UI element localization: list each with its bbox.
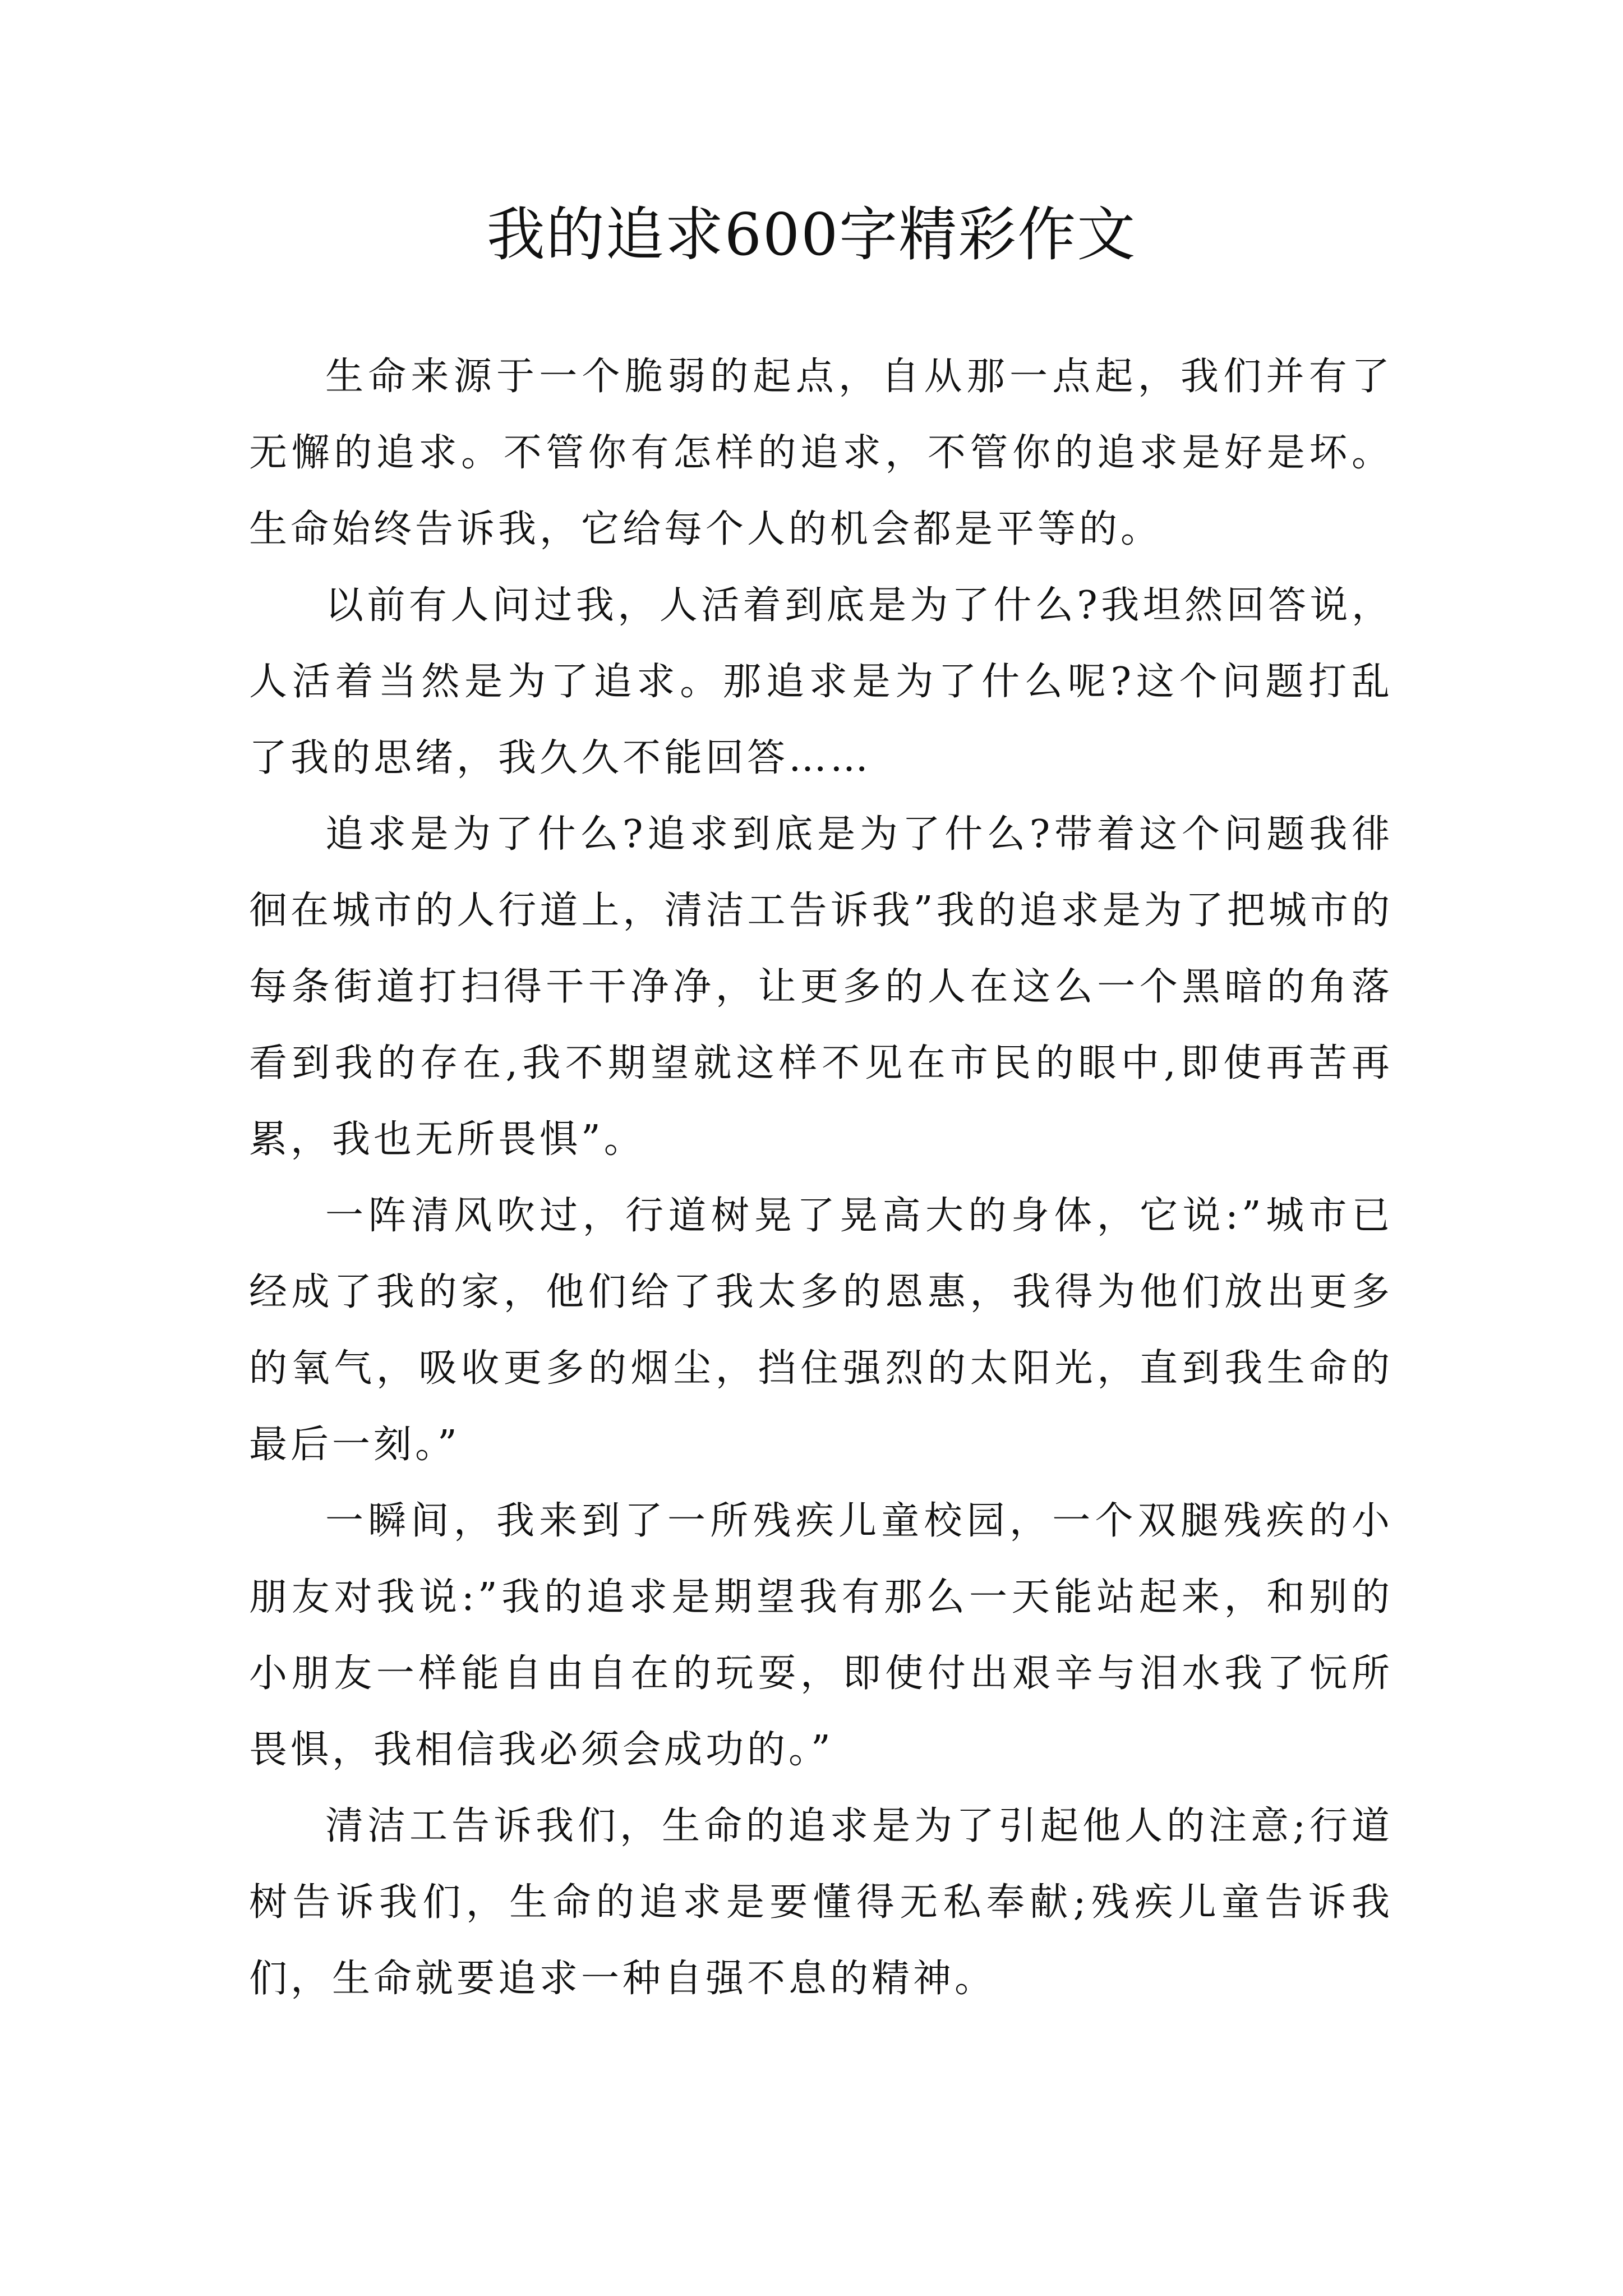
paragraph-1: 生命来源于一个脆弱的起点，自从那一点起，我们并有了无懈的追求。不管你有怎样的追求，不管你的追求是好是坏。生命始终告诉我，它给每个人的机会都是平等的。 bbox=[249, 355, 1393, 551]
paragraph-3: 追求是为了什么?追求到底是为了什么?带着这个问题我徘徊在城市的人行道上，清洁工告诉我”我的追求是为了把城市的每条街道打扫得干干净净，让更多的人在这么一个黑暗的角落看到我的存在,我不期望就这样不见在市民的眼中,即使再苦再累，我也无所畏惧”。 bbox=[249, 812, 1393, 1162]
paragraph-6: 清洁工告诉我们，生命的追求是为了引起他人的注意;行道树告诉我们，生命的追求是要懂得无私奉献;残疾儿童告诉我们，生命就要追求一种自强不息的精神。 bbox=[249, 1804, 1393, 2001]
paragraph-5: 一瞬间，我来到了一所残疾儿童校园，一个双腿残疾的小朋友对我说:”我的追求是期望我有那么一天能站起来，和别的小朋友一样能自由自在的玩耍，即使付出艰辛与泪水我了忨所畏惧，我相信我必须会成功的。” bbox=[249, 1499, 1393, 1772]
document-title: 我的追求600字精彩作文 bbox=[486, 200, 1137, 269]
paragraph-4: 一阵清风吹过，行道树晃了晃高大的身体，它说:”城市已经成了我的家，他们给了我太多的恩惠，我得为他们放出更多的氧气，吸收更多的烟尘，挡住强烈的太阳光，直到我生命的最后一刻。” bbox=[249, 1194, 1393, 1467]
document-body bbox=[249, 339, 1393, 2017]
paragraph-2: 以前有人问过我，人活着到底是为了什么?我坦然回答说，人活着当然是为了追求。那追求是为了什么呢?这个问题打乱了我的思绪，我久久不能回答…… bbox=[249, 583, 1393, 780]
